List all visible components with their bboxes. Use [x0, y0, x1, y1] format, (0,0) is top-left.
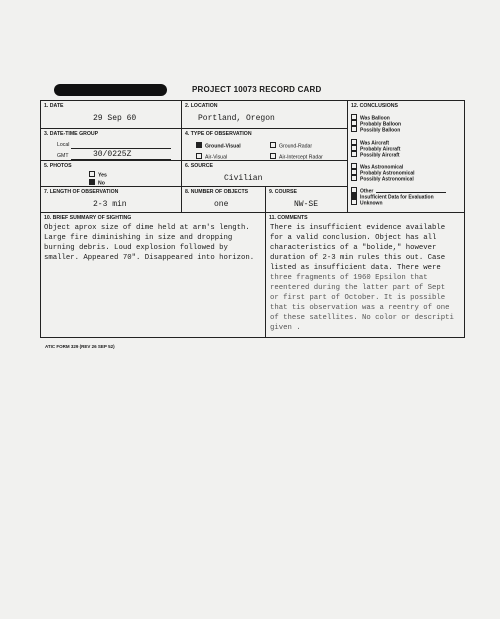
checkbox-icon — [270, 153, 276, 159]
obs-type-label: 4. TYPE OF OBSERVATION — [185, 131, 252, 137]
conclusion-label: Other — [360, 188, 374, 195]
length-cell — [41, 187, 182, 213]
checkbox-icon — [351, 151, 357, 157]
comments-text: There is insufficient evidence available for a valid conclusion. Object has all characteristics of a "bolide," however duration of 2-3 min rules this out. Case listed as insufficient data. There were three fragments of 1960 Epsilon that reentered during the latter part of Sept or first part of October. It is possible that tis observation was a reentry of one of these satellites. No color or descripti given . — [270, 224, 454, 332]
dtg-gmt-label: GMT — [57, 153, 69, 159]
conclusion-label: Probably Astronomical — [360, 170, 415, 177]
dtg-cell — [41, 129, 182, 161]
summary-text: Object aprox size of dime held at arm's length. Large fire diminishing in size and dropping burning debris. Loud explosion followed by smaller. Appeared 70". Disappeared into horizon. — [44, 224, 255, 262]
conclusion-label: Unknown — [360, 200, 383, 207]
objects-value: one — [214, 200, 229, 209]
source-cell — [182, 161, 348, 187]
checkbox-icon — [351, 199, 357, 205]
photos-cell — [41, 161, 182, 187]
location-value: Portland, Oregon — [198, 114, 275, 123]
date-label: 1. DATE — [44, 103, 64, 109]
conclusion-label: Possibly Astronomical — [360, 176, 414, 183]
conclusion-label: Probably Aircraft — [360, 146, 401, 153]
conclusion-item — [351, 151, 400, 159]
checkbox-checked-icon — [196, 142, 202, 148]
photos-yes: Yes — [89, 171, 107, 179]
obs-air-intercept-radar: Air-Intercept Radar — [270, 153, 323, 161]
conclusion-item — [351, 199, 383, 207]
location-cell — [182, 101, 348, 129]
source-value: Civilian — [224, 174, 263, 183]
course-label: 9. COURSE — [269, 189, 297, 195]
conclusions-label: 12. CONCLUSIONS — [351, 103, 398, 109]
card-title: PROJECT 10073 RECORD CARD — [192, 85, 322, 94]
comments-label: 11. COMMENTS — [269, 215, 308, 221]
conclusion-label: Was Astronomical — [360, 164, 404, 171]
conclusion-label: Possibly Balloon — [360, 127, 401, 134]
summary-cell — [41, 213, 266, 337]
dtg-local-label: Local — [57, 142, 70, 148]
objects-cell — [182, 187, 266, 213]
form-id: ATIC FORM 329 (REV 26 SEP 52) — [45, 344, 115, 349]
course-value: NW-SE — [294, 200, 319, 209]
dtg-gmt-value: 30/0225Z — [93, 150, 132, 159]
redaction-bar — [54, 84, 167, 96]
photos-no: No — [89, 179, 105, 187]
checkbox-checked-icon — [89, 179, 95, 185]
length-label: 7. LENGTH OF OBSERVATION — [44, 189, 119, 195]
summary-label: 10. BRIEF SUMMARY OF SIGHTING — [44, 215, 132, 221]
conclusion-label: Possibly Aircraft — [360, 152, 400, 159]
conclusion-label: Was Balloon — [360, 115, 390, 122]
obs-air-visual: Air-Visual — [196, 153, 227, 161]
checkbox-icon — [351, 126, 357, 132]
conclusion-label: Probably Balloon — [360, 121, 402, 128]
checkbox-icon — [270, 142, 276, 148]
objects-label: 8. NUMBER OF OBJECTS — [185, 189, 249, 195]
location-label: 2. LOCATION — [185, 103, 218, 109]
length-value: 2-3 min — [93, 200, 127, 209]
date-value: 29 Sep 60 — [93, 114, 137, 123]
record-card — [40, 100, 465, 338]
obs-ground-visual: Ground-Visual — [196, 142, 241, 150]
conclusion-item — [351, 175, 414, 183]
conclusion-item — [351, 126, 400, 134]
conclusions-cell — [348, 101, 464, 213]
checkbox-icon — [89, 171, 95, 177]
course-cell — [266, 187, 348, 213]
source-label: 6. SOURCE — [185, 163, 213, 169]
checkbox-icon — [351, 175, 357, 181]
photos-label: 5. PHOTOS — [44, 163, 72, 169]
dtg-label: 3. DATE-TIME GROUP — [44, 131, 99, 137]
date-cell — [41, 101, 182, 129]
conclusion-label: Was Aircraft — [360, 140, 390, 147]
obs-type-cell — [182, 129, 348, 161]
comments-cell — [266, 213, 464, 337]
obs-ground-radar: Ground-Radar — [270, 142, 312, 150]
conclusion-label: Insufficient Data for Evaluation — [360, 194, 434, 201]
checkbox-icon — [196, 153, 202, 159]
